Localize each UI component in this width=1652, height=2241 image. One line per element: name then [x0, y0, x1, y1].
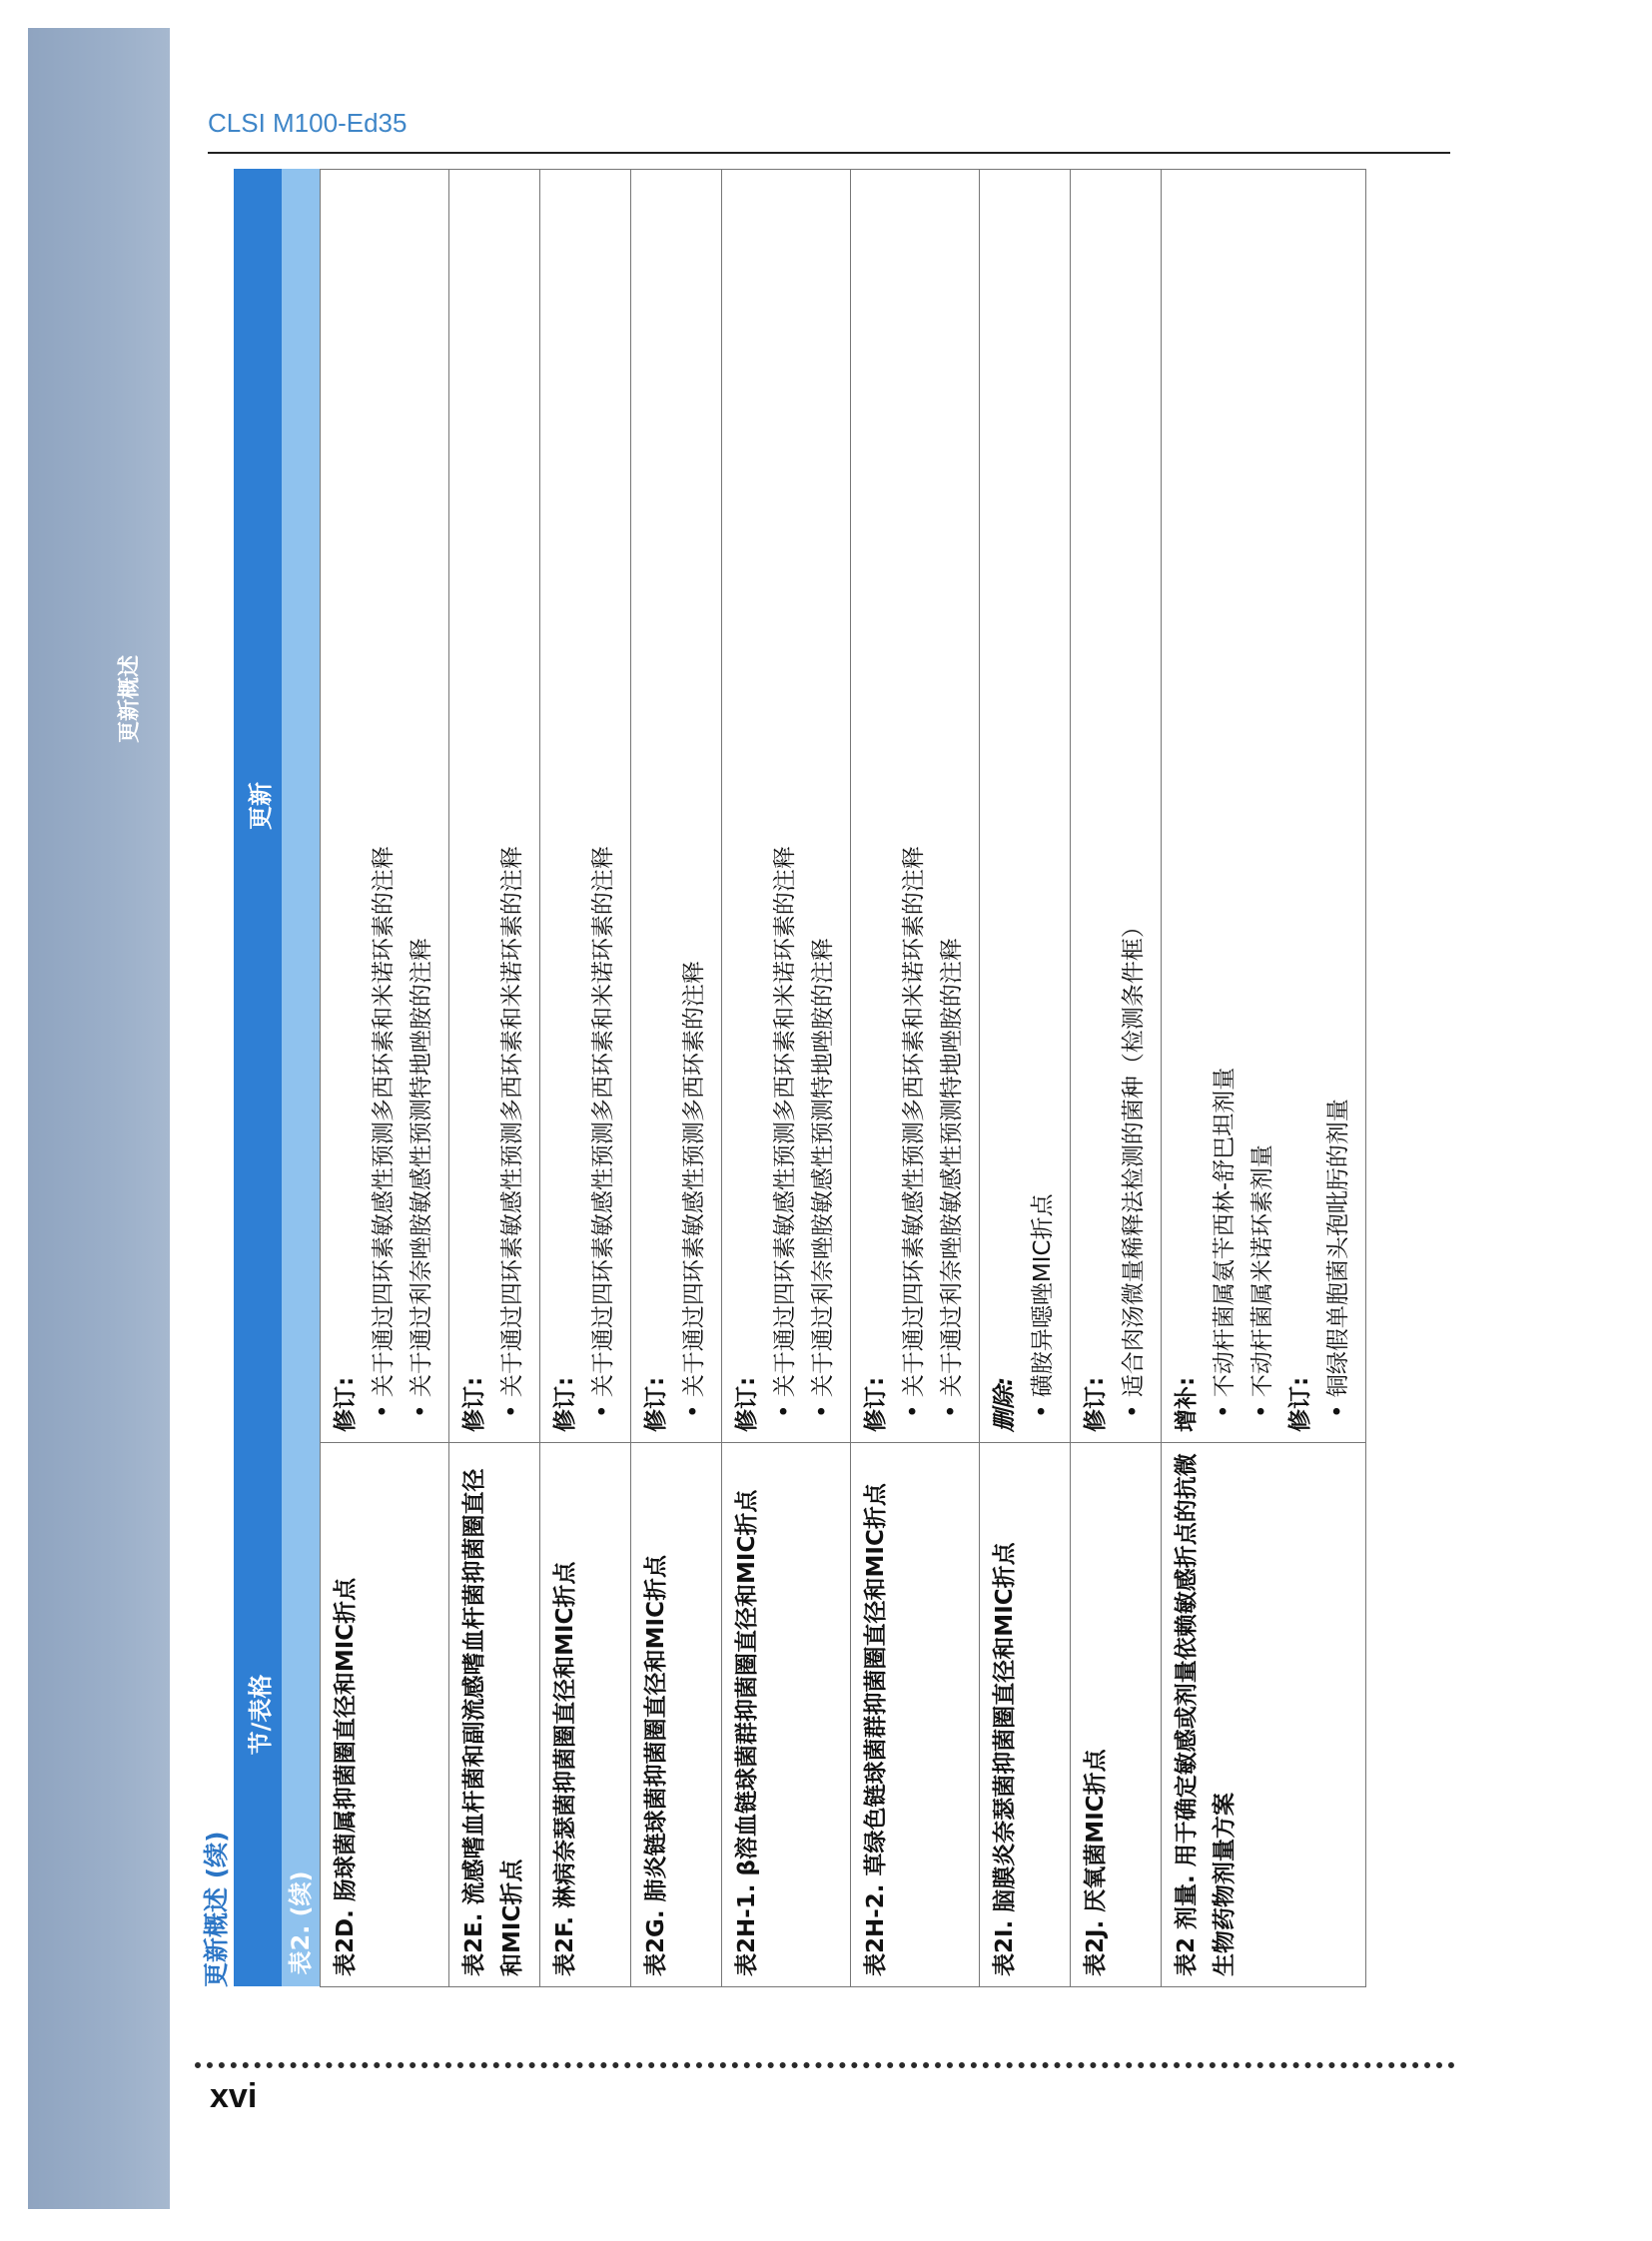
update-cell	[321, 170, 449, 1443]
rotated-content	[200, 160, 1351, 1987]
section-cell: 表2I. 脑膜炎奈瑟菌抑菌圈直径和MIC折点	[980, 1443, 1071, 1987]
update-bullet: • 关于通过四环素敏感性预测多西环素和米诺环素的注释	[766, 180, 804, 1432]
update-bullet: • 关于通过四环素敏感性预测多西环素和米诺环素的注释	[584, 180, 622, 1432]
update-bullet: • 磺胺异噁唑MIC折点	[1024, 180, 1062, 1432]
section-cell: 表2 剂量. 用于确定敏感或剂量依赖敏感折点的抗微生物药物剂量方案	[1162, 1443, 1366, 1987]
update-bullet: • 关于通过四环素敏感性预测多西环素和米诺环素的注释	[493, 180, 531, 1432]
updates-table	[234, 169, 1366, 1987]
update-bullet: • 铜绿假单胞菌头孢吡肟的剂量	[1319, 180, 1357, 1432]
table-row	[321, 170, 449, 1987]
table-row	[1162, 170, 1366, 1987]
section-row-label: 表2. (续)	[282, 170, 321, 1987]
table-row	[631, 170, 722, 1987]
table-caption: 更新概述 (续)	[202, 1831, 231, 1987]
update-cell	[722, 170, 851, 1443]
section-cell: 表2H-1. β溶血链球菌群抑菌圈直径和MIC折点	[722, 1443, 851, 1987]
update-bullet: • 不动杆菌属氨苄西林-舒巴坦剂量	[1206, 180, 1243, 1432]
column-header-update: 更新	[234, 170, 282, 1443]
update-bullet: • 不动杆菌属米诺环素剂量	[1243, 180, 1281, 1432]
section-row	[282, 170, 321, 1987]
update-keyword: 修订:	[461, 1376, 487, 1432]
update-keyword: 修订:	[333, 1376, 359, 1432]
section-cell: 表2J. 厌氧菌MIC折点	[1071, 1443, 1162, 1987]
update-keyword: 修订:	[863, 1376, 889, 1432]
table-row	[851, 170, 980, 1987]
update-cell	[1071, 170, 1162, 1443]
table-body	[282, 170, 1366, 1987]
sidebar-label: 更新概述	[117, 654, 143, 744]
update-bullet: • 关于通过四环素敏感性预测多西环素和米诺环素的注释	[365, 180, 403, 1432]
update-bullet: • 关于通过利奈唑胺敏感性预测特地唑胺的注释	[933, 180, 971, 1432]
update-cell	[540, 170, 631, 1443]
table-row	[980, 170, 1071, 1987]
update-keyword: 修订:	[1083, 1376, 1109, 1432]
update-keyword: 修订:	[643, 1376, 669, 1432]
update-keyword: 修订:	[1287, 1376, 1313, 1432]
update-cell	[980, 170, 1071, 1443]
update-keyword: 删除:	[992, 1376, 1018, 1432]
column-header-section: 节/表格	[234, 1443, 282, 1987]
table-row	[449, 170, 540, 1987]
section-cell: 表2F. 淋病奈瑟菌抑菌圈直径和MIC折点	[540, 1443, 631, 1987]
update-bullet: • 关于通过利奈唑胺敏感性预测特地唑胺的注释	[403, 180, 440, 1432]
update-keyword: 修订:	[552, 1376, 578, 1432]
update-cell	[851, 170, 980, 1443]
section-cell: 表2H-2. 草绿色链球菌群抑菌圈直径和MIC折点	[851, 1443, 980, 1987]
update-bullet: • 关于通过四环素敏感性预测多西环素的注释	[675, 180, 713, 1432]
update-bullet: • 关于通过四环素敏感性预测多西环素和米诺环素的注释	[895, 180, 933, 1432]
table-row	[1071, 170, 1162, 1987]
table-row	[722, 170, 851, 1987]
update-cell	[449, 170, 540, 1443]
section-cell: 表2D. 肠球菌属抑菌圈直径和MIC折点	[321, 1443, 449, 1987]
side-band	[28, 28, 170, 2209]
update-cell	[1162, 170, 1366, 1443]
table-row	[540, 170, 631, 1987]
header-rule	[208, 152, 1450, 154]
running-head: CLSI M100-Ed35	[208, 108, 408, 138]
dotted-rule	[195, 2062, 1455, 2068]
page-number: xvi	[210, 2077, 258, 2115]
update-cell	[631, 170, 722, 1443]
update-bullet: • 关于通过利奈唑胺敏感性预测特地唑胺的注释	[804, 180, 842, 1432]
section-cell: 表2E. 流感嗜血杆菌和副流感嗜血杆菌抑菌圈直径和MIC折点	[449, 1443, 540, 1987]
update-bullet: • 适合肉汤微量稀释法检测的菌种（检测条件框）	[1115, 180, 1153, 1432]
section-cell: 表2G. 肺炎链球菌抑菌圈直径和MIC折点	[631, 1443, 722, 1987]
update-keyword: 修订:	[734, 1376, 760, 1432]
update-keyword: 增补:	[1174, 1376, 1200, 1432]
